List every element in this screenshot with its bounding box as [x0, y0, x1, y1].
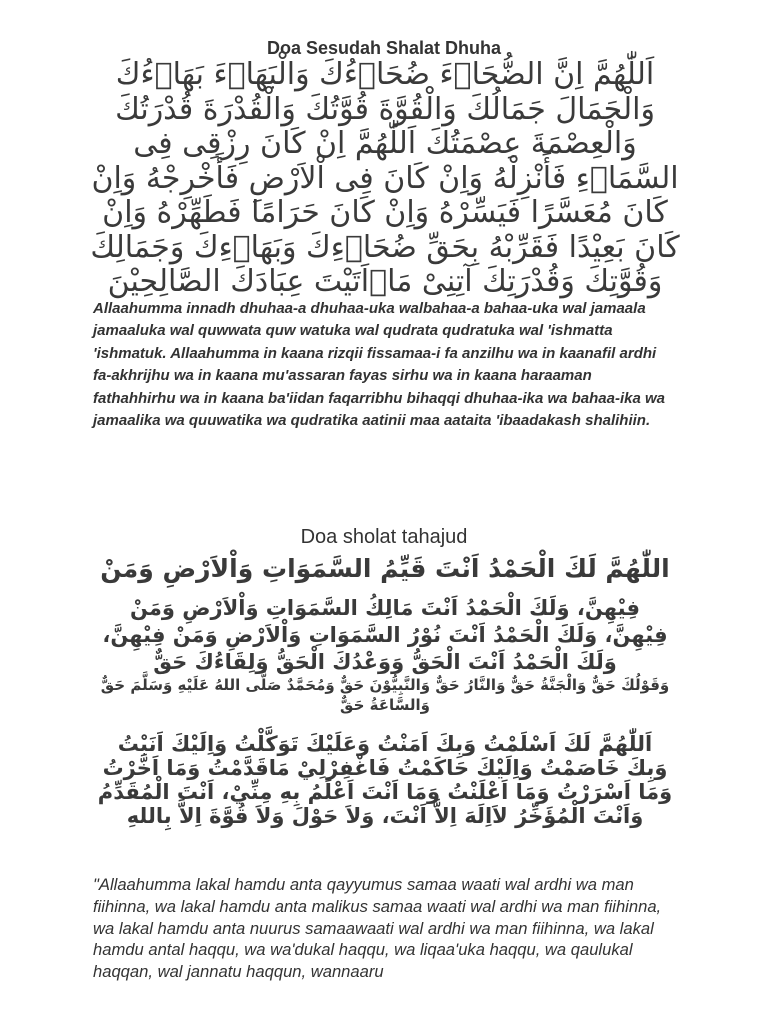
dhuha-prayer-title: Doa Sesudah Shalat Dhuha: [266, 38, 502, 58]
tahajud-arabic-line-1: اللّٰهُمَّ لَكَ الْحَمْدُ اَنْتَ قَيِّمُ السَّمَوَاتِ وَاْلاَرْضِ وَمَنْ: [100, 554, 670, 583]
tahajud-prayer-title: Doa sholat tahajud: [300, 526, 468, 548]
tahajud-prayer-transliteration: "Allaahumma lakal hamdu anta qayyumus samaa waati wal ardhi wa man fiihinna, wa lakal hamdu anta malikus samaa waati wal ardhi wa man fiihinna, wa lakal hamdu anta nuurus samaawaati wal ardhi wa man fiihinna, wa lakal hamdu antal haqqu, wa wa'dukal haqqu, wa liqaa'uka haqqu, wa qaulukal haqqan, wal jannatu haqqun, wannaaru: [93, 875, 662, 982]
tahajud-arabic-block-3: وَقَوْلُكَ حَقٌّ وَالْجَنَّةُ حَقٌّ وَالنَّارُ حَقٌّ وَالنَّبِيُّوْنَ حَقٌّ وَمُحَمَّدٌ صَلَّى اللهُ عَلَيْهِ وَسَلَّمَ حَقٌّ وَالسَّاعَةُ حَقٌّ: [100, 676, 670, 714]
dhuha-prayer-transliteration: Allaahumma innadh dhuhaa-a dhuhaa-uka walbahaa-a bahaa-uka wal jamaala jamaaluka wal quwwata quw watuka wal qudrata qudratuka wal 'ishmatta 'ishmatuk. Allaahumma in kaana rizqii fissamaa-i fa anzilhu wa in kaanafil ardhi fa-akhrijhu wa in kaana mu'assaran fayas sirhu wa in kaana haraaman fathahhirhu wa in kaana ba'iidan faqarribhu bihaqqi dhuhaa-ika wa bahaa-ika wa jamaalika wa quuwatika wa qudratika aatinii maa aataita 'ibaadakash shalihiin.: [93, 300, 666, 430]
dhuha-prayer-arabic-text: اَللّٰهُمَّ اِنَّ الضُّحَاۤءَ ضُحَاۤءُكَ وَالْبَهَاۤءَ بَهَاۤءُكَ وَالْجَمَالَ جَمَالُكَ وَالْقُوَّةَ قُوَّتُكَ وَالْقُدْرَةَ قُدْرَتُكَ وَالْعِصْمَةَ عِصْمَتُكَ اَللّٰهُمَّ اِنْ كَانَ رِزْقِى فِى السَّمَاۤءِ فَأَنْزِلْهُ وَاِنْ كَانَ فِى اْلاَرْضِ فَأَخْرِجْهُ وَاِنْ كَانَ مُعَسَّرًا فَيَسِّرْهُ وَاِنْ كَانَ حَرَامًا فَطَهِّرْهُ وَاِنْ كَانَ بَعِيْدًا فَقَرِّبْهُ بِحَقِّ ضُحَاۤءِكَ وَبَهَاۤءِكَ وَجَمَالِكَ وَقُوَّتِكَ وَقُدْرَتِكَ آتِنِىْ مَاۤاَتَيْتَ عِبَادَكَ الصَّالِحِيْنَ: [90, 57, 680, 299]
tahajud-arabic-block-2: فِيْهِنَّ، وَلَكَ الْحَمْدُ اَنْتَ مَالِكُ السَّمَوَاتِ وَاْلاَرْضِ وَمَنْ فِيْهِنَّ، وَلَكَ الْحَمْدُ اَنْتَ نُوْرُ السَّمَوَاتِ وَاْلاَرْضِ وَمَنْ فِيْهِنَّ، وَلَكَ الْحَمْدُ اَنْتَ الْحَقُّ وَوَعْدُكَ الْحَقُّ وَلِقَاءُكَ حَقٌّ: [102, 596, 668, 674]
tahajud-arabic-block-4: اَللّٰهُمَّ لَكَ اَسْلَمْتُ وَبِكَ اَمَنْتُ وَعَلَيْكَ تَوَكَّلْتُ وَاِلَيْكَ اَنَبْتُ وَبِكَ خَاصَمْتُ وَاِلَيْكَ حَاكَمْتُ فَاغْفِرْلِيْ مَاقَدَّمْتُ وَمَا اَخَّرْتُ وَمَا اَسْرَرْتُ وَمَا اَعْلَنْتُ وَمَا اَنْتَ اَعْلَمُ بِهِ مِنِّيْ، اَنْتَ الْمُقَدِّمُ وَاَنْتَ الْمُؤَخِّرُ لاَاِلَهَ اِلاَّ اَنْتَ، وَلاَ حَوْلَ وَلاَ قُوَّةَ اِلاَّ بِاللهِ: [97, 732, 673, 828]
